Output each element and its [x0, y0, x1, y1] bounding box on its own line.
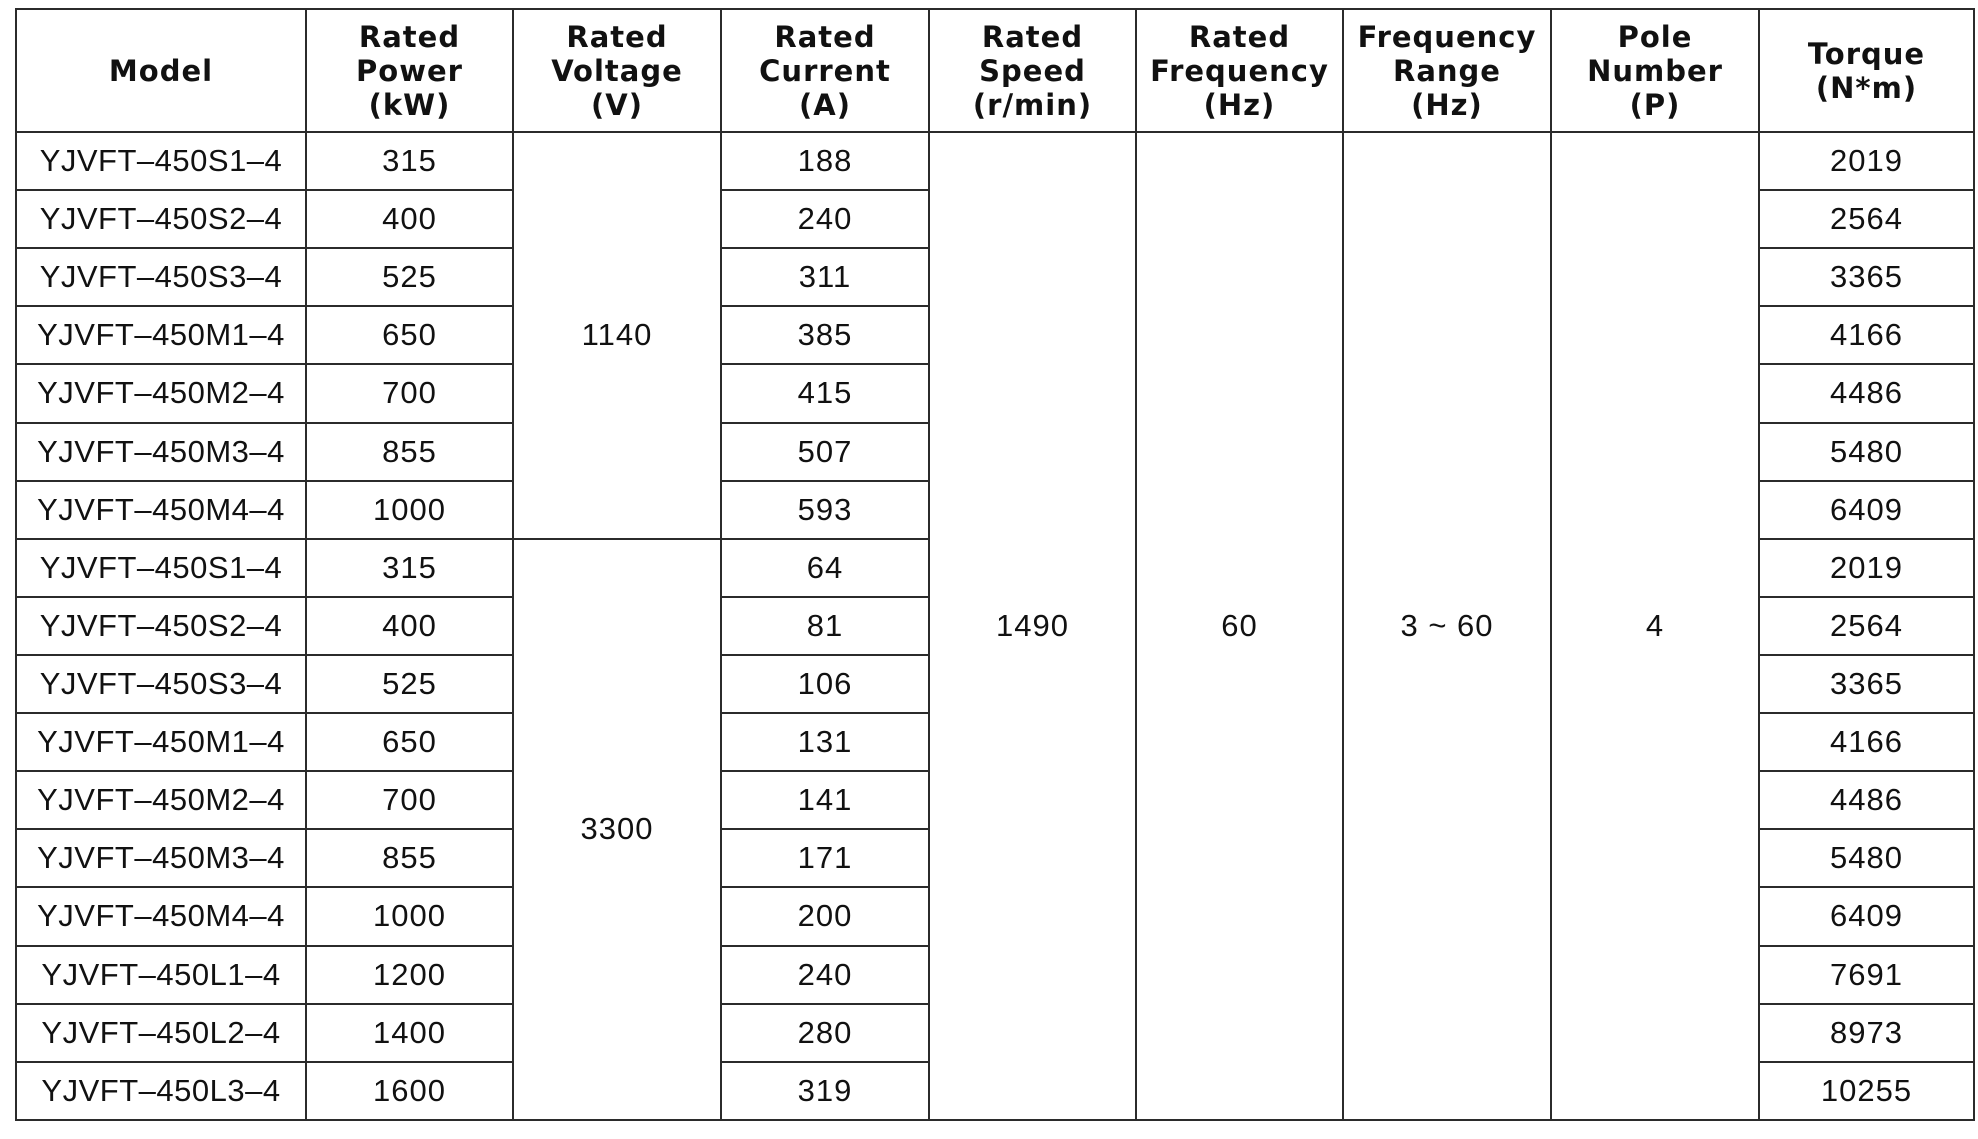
rated-current-cell: 188	[721, 132, 929, 190]
torque-cell: 5480	[1759, 829, 1974, 887]
rated-current-cell: 280	[721, 1004, 929, 1062]
rated-power-cell: 650	[306, 306, 513, 364]
model-cell: YJVFT–450M3–4	[16, 423, 306, 481]
rated-current-cell: 240	[721, 946, 929, 1004]
rated-current-cell: 593	[721, 481, 929, 539]
rated-current-cell: 319	[721, 1062, 929, 1120]
rated-current-cell: 507	[721, 423, 929, 481]
model-cell: YJVFT–450L1–4	[16, 946, 306, 1004]
motor-spec-table	[15, 8, 1975, 1121]
rated-power-cell: 1200	[306, 946, 513, 1004]
torque-cell: 3365	[1759, 655, 1974, 713]
rated-current-cell: 106	[721, 655, 929, 713]
rated-power-cell: 1600	[306, 1062, 513, 1120]
model-cell: YJVFT–450S3–4	[16, 655, 306, 713]
torque-cell: 3365	[1759, 248, 1974, 306]
rated-current-cell: 131	[721, 713, 929, 771]
torque-cell: 4166	[1759, 306, 1974, 364]
model-cell: YJVFT–450M1–4	[16, 306, 306, 364]
model-cell: YJVFT–450M3–4	[16, 829, 306, 887]
model-cell: YJVFT–450S2–4	[16, 597, 306, 655]
torque-cell: 10255	[1759, 1062, 1974, 1120]
rated-power-cell: 855	[306, 423, 513, 481]
torque-cell: 2019	[1759, 539, 1974, 597]
rated-power-cell: 650	[306, 713, 513, 771]
rated-voltage-cell: 3300	[513, 539, 721, 1120]
rated-power-cell: 1400	[306, 1004, 513, 1062]
rated-current-cell: 200	[721, 887, 929, 945]
rated-current-cell: 385	[721, 306, 929, 364]
torque-cell: 2019	[1759, 132, 1974, 190]
rated-power-cell: 1000	[306, 481, 513, 539]
model-cell: YJVFT–450M4–4	[16, 887, 306, 945]
torque-cell: 2564	[1759, 597, 1974, 655]
torque-cell: 6409	[1759, 481, 1974, 539]
header-rated-speed: Rated Speed (r/min)	[929, 9, 1136, 132]
torque-cell: 5480	[1759, 423, 1974, 481]
model-cell: YJVFT–450L2–4	[16, 1004, 306, 1062]
torque-cell: 4166	[1759, 713, 1974, 771]
rated-power-cell: 400	[306, 597, 513, 655]
torque-cell: 7691	[1759, 946, 1974, 1004]
header-rated-current: Rated Current (A)	[721, 9, 929, 132]
model-cell: YJVFT–450L3–4	[16, 1062, 306, 1120]
torque-cell: 4486	[1759, 364, 1974, 422]
torque-cell: 6409	[1759, 887, 1974, 945]
header-model: Model	[16, 9, 306, 132]
frequency-range-cell: 3 ~ 60	[1343, 132, 1551, 1120]
rated-power-cell: 525	[306, 248, 513, 306]
rated-current-cell: 171	[721, 829, 929, 887]
model-cell: YJVFT–450M1–4	[16, 713, 306, 771]
rated-power-cell: 315	[306, 539, 513, 597]
rated-power-cell: 525	[306, 655, 513, 713]
rated-power-cell: 400	[306, 190, 513, 248]
rated-power-cell: 700	[306, 364, 513, 422]
rated-power-cell: 315	[306, 132, 513, 190]
rated-power-cell: 1000	[306, 887, 513, 945]
torque-cell: 4486	[1759, 771, 1974, 829]
rated-current-cell: 240	[721, 190, 929, 248]
model-cell: YJVFT–450M2–4	[16, 364, 306, 422]
rated-speed-cell: 1490	[929, 132, 1136, 1120]
header-rated-frequency: Rated Frequency (Hz)	[1136, 9, 1343, 132]
rated-current-cell: 81	[721, 597, 929, 655]
model-cell: YJVFT–450M4–4	[16, 481, 306, 539]
rated-power-cell: 855	[306, 829, 513, 887]
header-pole-number: Pole Number (P)	[1551, 9, 1759, 132]
rated-current-cell: 311	[721, 248, 929, 306]
header-rated-power: Rated Power (kW)	[306, 9, 513, 132]
rated-current-cell: 64	[721, 539, 929, 597]
model-cell: YJVFT–450S3–4	[16, 248, 306, 306]
header-torque: Torque (N*m)	[1759, 9, 1974, 132]
torque-cell: 8973	[1759, 1004, 1974, 1062]
rated-frequency-cell: 60	[1136, 132, 1343, 1120]
rated-voltage-cell: 1140	[513, 132, 721, 539]
model-cell: YJVFT–450M2–4	[16, 771, 306, 829]
header-row	[16, 9, 1974, 132]
pole-number-cell: 4	[1551, 132, 1759, 1120]
torque-cell: 2564	[1759, 190, 1974, 248]
model-cell: YJVFT–450S2–4	[16, 190, 306, 248]
model-cell: YJVFT–450S1–4	[16, 132, 306, 190]
header-rated-voltage: Rated Voltage (V)	[513, 9, 721, 132]
rated-power-cell: 700	[306, 771, 513, 829]
rated-current-cell: 141	[721, 771, 929, 829]
header-frequency-range: Frequency Range (Hz)	[1343, 9, 1551, 132]
table-row	[16, 132, 1974, 190]
rated-current-cell: 415	[721, 364, 929, 422]
model-cell: YJVFT–450S1–4	[16, 539, 306, 597]
